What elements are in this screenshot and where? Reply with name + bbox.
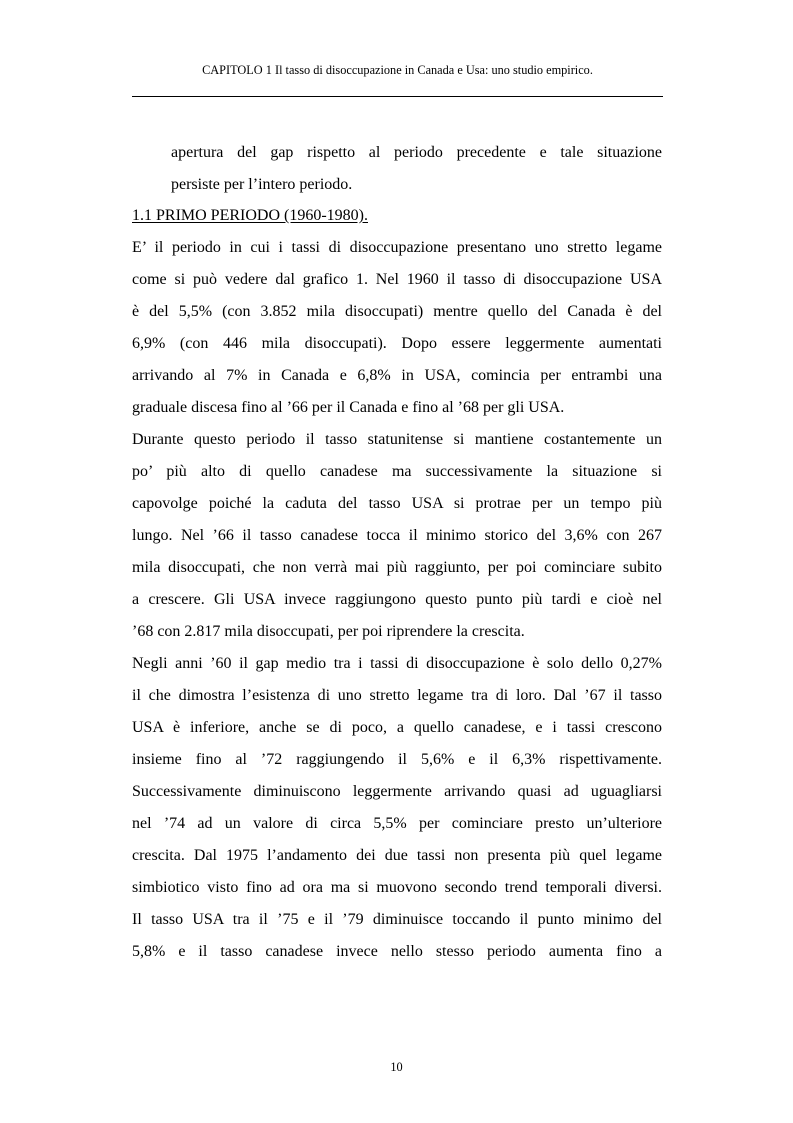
section-title: 1.1 PRIMO PERIODO (1960-1980). (132, 207, 368, 224)
body-line: po’ più alto di quello canadese ma successivamente la situazione si (132, 463, 662, 480)
body-line: mila disoccupati, che non verrà mai più raggiunto, per poi cominciare subito (132, 559, 662, 576)
body-line: Il tasso USA tra il ’75 e il ’79 diminuisce toccando il punto minimo del (132, 911, 662, 928)
body-line: simbiotico visto fino ad ora ma si muovono secondo trend temporali diversi. (132, 879, 662, 896)
page-number: 10 (390, 1060, 403, 1074)
header-rule (132, 96, 663, 97)
body-line: E’ il periodo in cui i tassi di disoccupazione presentano uno stretto legame (132, 239, 662, 256)
body-line: Negli anni ’60 il gap medio tra i tassi di disoccupazione è solo dello 0,27% (132, 655, 662, 672)
body-line: 6,9% (con 446 mila disoccupati). Dopo essere leggermente aumentati (132, 335, 662, 352)
body-line: arrivando al 7% in Canada e 6,8% in USA, comincia per entrambi una (132, 367, 662, 384)
body-line: insieme fino al ’72 raggiungendo il 5,6% e il 6,3% rispettivamente. (132, 751, 662, 768)
body-line: come si può vedere dal grafico 1. Nel 1960 il tasso di disoccupazione USA (132, 271, 662, 288)
running-header: CAPITOLO 1 Il tasso di disoccupazione in Canada e Usa: uno studio empirico. (202, 63, 593, 77)
intro-line: persiste per l’intero periodo. (171, 176, 353, 193)
body-line: è del 5,5% (con 3.852 mila disoccupati) mentre quello del Canada è del (132, 303, 662, 320)
body-line: ’68 con 2.817 mila disoccupati, per poi riprendere la crescita. (132, 623, 525, 640)
body-line: graduale discesa fino al ’66 per il Canada e fino al ’68 per gli USA. (132, 399, 565, 416)
body-line: USA è inferiore, anche se di poco, a quello canadese, e i tassi crescono (132, 719, 662, 736)
body-line: nel ’74 ad un valore di circa 5,5% per cominciare presto un’ulteriore (132, 815, 662, 832)
body-line: Durante questo periodo il tasso statunitense si mantiene costantemente un (132, 431, 662, 448)
body-line: 5,8% e il tasso canadese invece nello stesso periodo aumenta fino a (132, 943, 662, 960)
body-line: il che dimostra l’esistenza di uno stretto legame tra di loro. Dal ’67 il tasso (132, 687, 662, 704)
body-line: lungo. Nel ’66 il tasso canadese tocca il minimo storico del 3,6% con 267 (132, 527, 662, 544)
body-line: Successivamente diminuiscono leggermente arrivando quasi ad uguagliarsi (132, 783, 662, 800)
body-line: crescita. Dal 1975 l’andamento dei due tassi non presenta più quel legame (132, 847, 662, 864)
body-line: a crescere. Gli USA invece raggiungono questo punto più tardi e cioè nel (132, 591, 662, 608)
intro-line: apertura del gap rispetto al periodo precedente e tale situazione (171, 144, 662, 161)
body-line: capovolge poiché la caduta del tasso USA si protrae per un tempo più (132, 495, 662, 512)
